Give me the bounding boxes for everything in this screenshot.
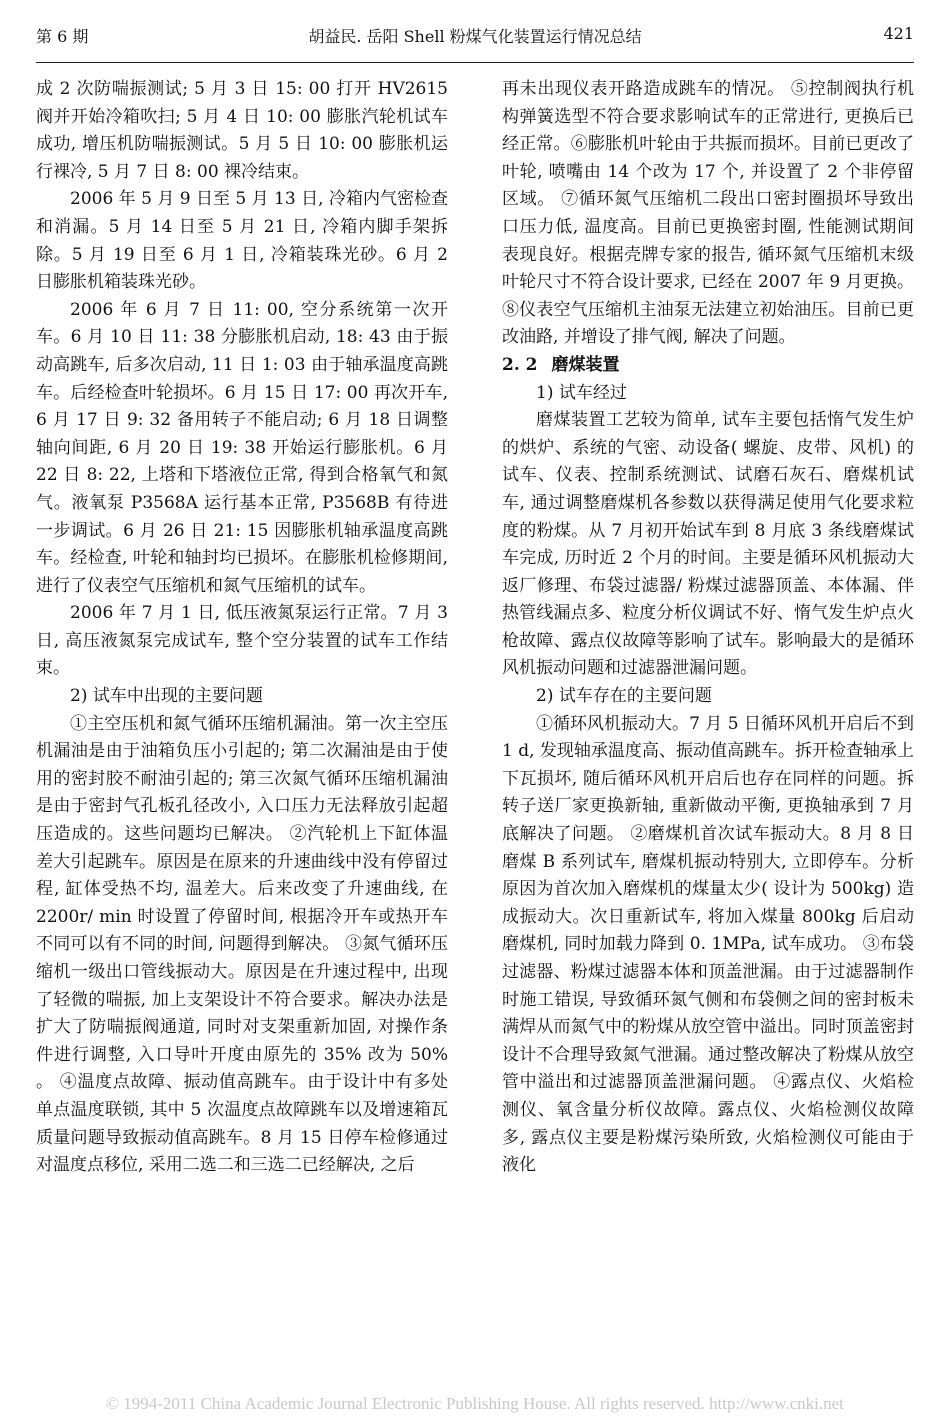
body-paragraph: 2006 年 5 月 9 日至 5 月 13 日, 冷箱内气密检查和消漏。5 月 14 日至 5 月 21 日, 冷箱内脚手架拆除。5 月 19 日至 6 月 1 日, 冷箱装珠光砂。6 月 2 日膨胀机箱装珠光砂。 — [36, 189, 448, 293]
body-paragraph: ①循环风机振动大。7 月 5 日循环风机开启后不到 1 d, 发现轴承温度高、振动值高跳车。拆开检查轴承上下瓦损坏, 随后循环风机开启后也存在同样的问题。拆转子送厂家更换新轴, 重新做动平衡, 更换轴承到 7 月底解决了问题。 ②磨煤机首次试车振动大。8 月 8 日磨煤 B 系列试车, 磨煤机振动特别大, 立即停车。分析原因为首次加入磨煤机的煤量太少( 设计为 500kg) 造成振动大。次日重新试车, 将加入煤量 800kg 后启动磨煤机, 同时加载力降到 0. 1MPa, 试车成功。 ③布袋过滤器、粉煤过滤器本体和顶盖泄漏。由于过滤器制作时施工错误, 导致循环氮气侧和布袋侧之间的密封板未满焊从而氮气中的粉煤从放空管中溢出。同时顶盖密封设计不合理导致氮气泄漏。通过整改解决了粉煤从放空管中溢出和过滤器顶盖泄漏问题。 ④露点仪、火焰检测仪、氧含量分析仪故障。露点仪、火焰检测仪故障多, 露点仪主要是粉煤污染所致, 火焰检测仪可能由于液化 — [502, 713, 914, 1176]
body-paragraph: 2006 年 7 月 1 日, 低压液氮泵运行正常。7 月 3 日, 高压液氮泵完成试车, 整个空分装置的试车工作结束。 — [36, 603, 448, 679]
body-paragraph: 磨煤装置工艺较为简单, 试车主要包括惰气发生炉的烘炉、系统的气密、动设备( 螺旋、皮带、风机) 的试车、仪表、控制系统测试、试磨石灰石、磨煤机试车, 通过调整磨煤机各参数以获得满足使用气化要求粒度的粉煤。从 7 月初开始试车到 8 月底 3 条线磨煤试车完成, 历时近 2 个月的时间。主要是循环风机振动大返厂修理、布袋过滤器/ 粉煤过滤器顶盖、本体漏、伴热管线漏点多、粒度分析仪调试不好、惰气发生炉点火枪故障、露点仪故障等影响了试车。影响最大的是循环风机振动问题和过滤器泄漏问题。 — [502, 410, 914, 679]
body-paragraph: 2) 试车存在的主要问题 — [536, 686, 712, 707]
running-title: 胡益民. 岳阳 Shell 粉煤气化装置运行情况总结 — [308, 27, 642, 46]
body-paragraph: 成 2 次防喘振测试; 5 月 3 日 15: 00 打开 HV2615 阀并开始冷箱吹扫; 5 月 4 日 10: 00 膨胀汽轮机试车成功, 增压机防喘振测试。5 月 5 日 10: 00 膨胀机运行裸冷, 5 月 7 日 8: 00 裸冷结束。 — [36, 79, 448, 182]
left-column — [36, 76, 448, 1180]
body-paragraph: ①主空压机和氮气循环压缩机漏油。第一次主空压机漏油是由于油箱负压小引起的; 第二次漏油是由于使用的密封胶不耐油引起的; 第三次氮气循环压缩机漏油是由于密封气孔板孔径改小, 入口压力无法释放引起超压造成的。这些问题均已解决。 ②汽轮机上下缸体温差大引起跳车。原因是在原来的升速曲线中没有停留过程, 缸体受热不均, 温差大。后来改变了升速曲线, 在 2200r/ min 时设置了停留时间, 根据冷开车或热开车不同可以有不同的时间, 问题得到解决。 ③氮气循环压缩机一级出口管线振动大。原因是在升速过程中, 出现了轻微的喘振, 加上支架设计不符合要求。解决办法是扩大了防喘振阀通道, 同时对支架重新加固, 对操作条件进行调整, 入口导叶开度由原先的 35% 改为 50% 。 ④温度点故障、振动值高跳车。由于设计中有多处单点温度联锁, 其中 5 次温度点故障跳车以及增速箱瓦质量问题导致振动值高跳车。8 月 15 日停车检修通过对温度点移位, 采用二选二和三选二已经解决, 之后 — [36, 713, 448, 1176]
section-number: 2. 2 — [502, 354, 538, 375]
header-rule — [36, 62, 914, 63]
section-heading — [502, 352, 914, 380]
page-header — [36, 18, 914, 52]
page-number: 421 — [883, 24, 914, 43]
issue-label: 第 6 期 — [36, 27, 89, 46]
section-title: 磨煤装置 — [551, 354, 620, 375]
body-paragraph: 2) 试车中出现的主要问题 — [70, 686, 263, 707]
right-column — [502, 76, 914, 1180]
body-paragraph: 再未出现仪表开路造成跳车的情况。 ⑤控制阀执行机构弹簧选型不符合要求影响试车的正常进行, 更换后已经正常。⑥膨胀机叶轮由于共振而损坏。目前已更改了叶轮, 喷嘴由 14 个改为 17 个, 并设置了 2 个非停留区域。 ⑦循环氮气压缩机二段出口密封圈损坏导致出口压力低, 温度高。目前已更换密封圈, 性能测试期间表现良好。根据壳牌专家的报告, 循环氮气压缩机末级叶轮尺寸不符合设计要求, 已经在 2007 年 9 月更换。 ⑧仪表空气压缩机主油泵无法建立初始油压。目前已更改油路, 并增设了排气阀, 解决了问题。 — [502, 79, 914, 348]
body-paragraph: 2006 年 6 月 7 日 11: 00, 空分系统第一次开车。6 月 10 日 11: 38 分膨胀机启动, 18: 43 由于振动高跳车, 后多次启动, 11 日 1: 03 由于轴承温度高跳车。后经检查叶轮损坏。6 月 15 日 17: 00 再次开车, 6 月 17 日 9: 32 备用转子不能启动; 6 月 18 日调整轴向间距, 6 月 20 日 19: 38 开始运行膨胀机。6 月 22 日 8: 22, 上塔和下塔液位正常, 得到合格氧气和氮气。液氧泵 P3568A 运行基本正常, P3568B 有待进一步调试。6 月 26 日 21: 15 因膨胀机轴承温度高跳车。经检查, 叶轮和轴封均已损坏。在膨胀机检修期间, 进行了仪表空气压缩机和氮气压缩机的试车。 — [36, 299, 448, 596]
copyright-watermark: © 1994-2011 China Academic Journal Electronic Publishing House. All rights reserved. http://www.cnki.net — [106, 1394, 844, 1413]
body-paragraph: 1) 试车经过 — [536, 382, 627, 403]
